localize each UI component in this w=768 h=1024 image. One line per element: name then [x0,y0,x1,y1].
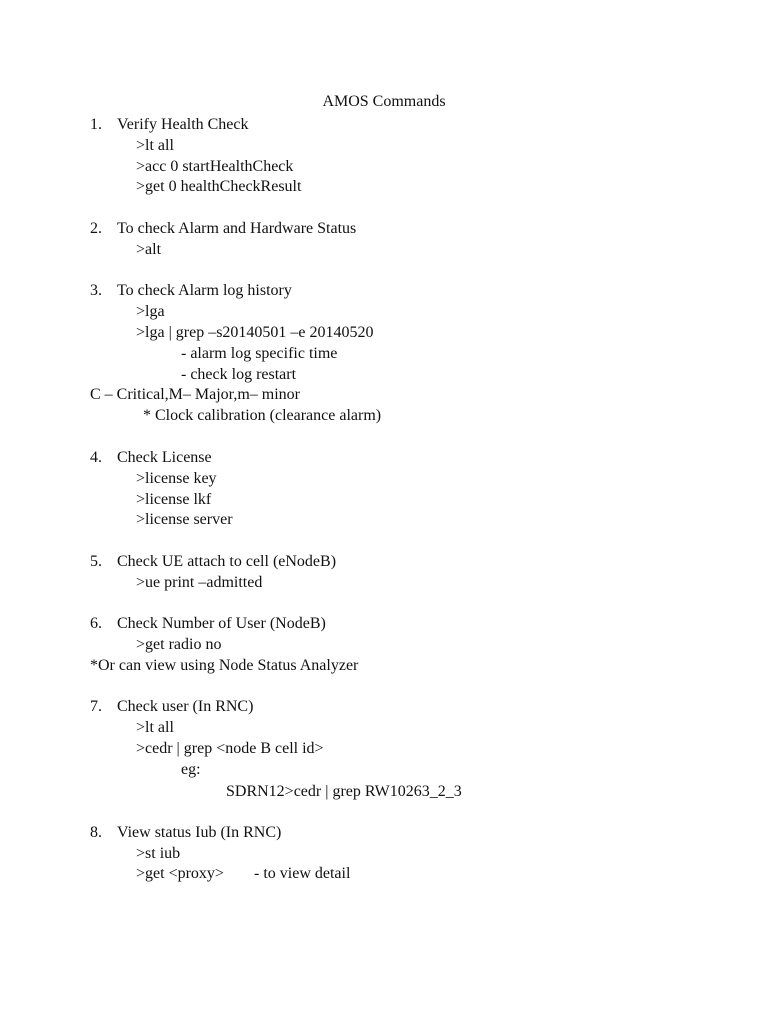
node-status-analyzer-note: *Or can view using Node Status Analyzer [90,657,359,674]
section-2-command-1: >alt [136,241,162,258]
section-7-heading: Check user (In RNC) [117,698,254,715]
section-4-command-2: >license lkf [136,491,212,508]
section-8-command-2-note: - to view detail [254,865,351,882]
section-2-number: 2. [90,220,102,237]
section-3-number: 3. [90,282,102,299]
section-5-command-1: >ue print –admitted [136,574,263,591]
section-8-command-1: >st iub [136,845,181,862]
section-7-command-2: >cedr | grep <node B cell id> [136,740,324,757]
section-1-command-2: >acc 0 startHealthCheck [136,158,294,175]
section-1-command-1: >lt all [136,137,174,154]
section-1-number: 1. [90,116,102,133]
section-2-heading: To check Alarm and Hardware Status [117,220,357,237]
clock-calibration-note: * Clock calibration (clearance alarm) [143,407,382,424]
section-5-heading: Check UE attach to cell (eNodeB) [117,553,337,570]
section-8-number: 8. [90,824,102,841]
section-3-command-1: >lga [136,303,165,320]
section-3-command-2: >lga | grep –s20140501 –e 20140520 [136,324,374,341]
page-title: AMOS Commands [322,93,446,110]
severity-legend: C – Critical,M– Major,m– minor [90,386,301,403]
section-4-number: 4. [90,449,102,466]
section-4-heading: Check License [117,449,212,466]
section-5-number: 5. [90,553,102,570]
section-3-heading: To check Alarm log history [117,282,292,299]
section-4-command-3: >license server [136,511,233,528]
section-7-command-1: >lt all [136,719,174,736]
section-7-eg-label: eg: [181,761,201,778]
section-3-subnote-1: - alarm log specific time [181,345,338,362]
section-7-example: SDRN12>cedr | grep RW10263_2_3 [226,783,462,800]
section-1-command-3: >get 0 healthCheckResult [136,178,302,195]
section-8-heading: View status Iub (In RNC) [117,824,282,841]
section-4-command-1: >license key [136,470,217,487]
section-6-command-1: >get radio no [136,636,222,653]
section-8-command-2: >get <proxy> [136,865,224,882]
section-6-number: 6. [90,615,102,632]
section-1-heading: Verify Health Check [117,116,249,133]
section-6-heading: Check Number of User (NodeB) [117,615,326,632]
section-3-subnote-2: - check log restart [181,366,297,383]
section-7-number: 7. [90,698,102,715]
